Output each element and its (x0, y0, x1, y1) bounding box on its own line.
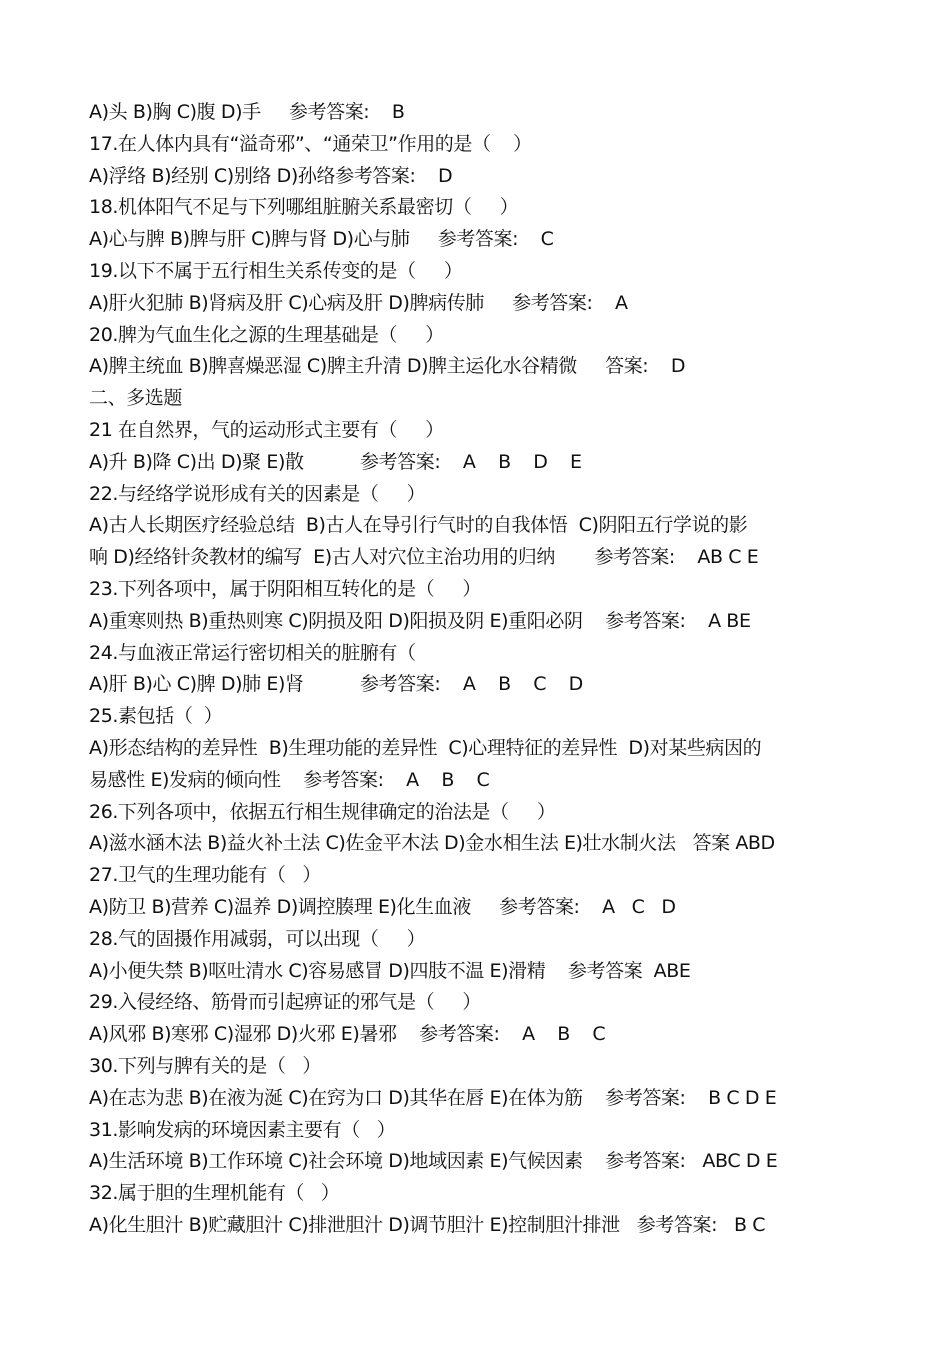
text-line: 26.下列各项中，依据五行相生规律确定的治法是（ ） (89, 800, 556, 823)
text-line: 30.下列与脾有关的是（ ） (89, 1054, 321, 1077)
text-line: 31.影响发病的环境因素主要有（ ） (89, 1118, 396, 1141)
text-line: 21 在自然界，气的运动形式主要有（ ） (89, 418, 444, 441)
text-line: 29.入侵经络、筋骨而引起痹证的邪气是（ ） (89, 991, 482, 1014)
text-line: A)化生胆汁 B)贮藏胆汁 C)排泄胆汁 D)调节胆汁 E)控制胆汁排泄 参考答案: B C (89, 1213, 766, 1236)
text-line: 25.素包括（ ） (89, 705, 223, 728)
text-line: A)浮络 B)经别 C)别络 D)孙络参考答案: D (89, 164, 453, 187)
question-list (89, 97, 879, 1242)
text-line: A)重寒则热 B)重热则寒 C)阴损及阳 D)阳损及阴 E)重阳必阴 参考答案: A BE (89, 609, 751, 632)
text-line: 28.气的固摄作用减弱，可以出现（ ） (89, 927, 426, 950)
text-line: A)小便失禁 B)呕吐清水 C)容易感冒 D)四肢不温 E)滑精 参考答案 ABE (89, 959, 691, 982)
text-line: 20.脾为气血生化之源的生理基础是（ ） (89, 323, 444, 346)
text-line: A)脾主统血 B)脾喜燥恶湿 C)脾主升清 D)脾主运化水谷精微 答案: D (89, 355, 686, 378)
text-line: 22.与经络学说形成有关的因素是（ ） (89, 482, 426, 505)
text-line: A)形态结构的差异性 B)生理功能的差异性 C)心理特征的差异性 D)对某些病因的 (89, 736, 762, 759)
text-line: A)生活环境 B)工作环境 C)社会环境 D)地域因素 E)气候因素 参考答案: ABC D E (89, 1150, 778, 1173)
text-line: A)防卫 B)营养 C)温养 D)调控腠理 E)化生血液 参考答案: A C D (89, 895, 676, 918)
text-line: A)在志为悲 B)在液为涎 C)在窍为口 D)其华在唇 E)在体为筋 参考答案: B C D E (89, 1086, 777, 1109)
text-line: A)肝火犯肺 B)肾病及肝 C)心病及肝 D)脾病传肺 参考答案: A (89, 291, 628, 314)
text-line: A)心与脾 B)脾与肝 C)脾与肾 D)心与肺 参考答案: C (89, 228, 554, 251)
text-line: A)古人长期医疗经验总结 B)古人在导引行气时的自我体悟 C)阴阳五行学说的影 (89, 514, 748, 537)
text-line: A)肝 B)心 C)脾 D)肺 E)肾 参考答案: A B C D (89, 673, 583, 696)
text-line: A)风邪 B)寒邪 C)湿邪 D)火邪 E)暑邪 参考答案: A B C (89, 1023, 606, 1046)
text-line: 23.下列各项中，属于阴阳相互转化的是（ ） (89, 577, 482, 600)
text-line: 18.机体阳气不足与下列哪组脏腑关系最密切（ ） (89, 196, 519, 219)
section-heading: 二、多选题 (89, 387, 183, 410)
text-line: 易感性 E)发病的倾向性 参考答案: A B C (89, 768, 490, 791)
text-line: 27.卫气的生理功能有（ ） (89, 864, 321, 887)
text-line: A)滋水涵木法 B)益火补土法 C)佐金平木法 D)金水相生法 E)壮水制火法 答案 ABD (89, 832, 775, 855)
text-line: A)头 B)胸 C)腹 D)手 参考答案: B (89, 101, 405, 123)
text-line: 19.以下不属于五行相生关系传变的是（ ） (89, 259, 463, 282)
text-line: 32.属于胆的生理机能有（ ） (89, 1182, 340, 1205)
text-line: 响 D)经络针灸教材的编写 E)古人对穴位主治功用的归纳 参考答案: AB C E (89, 546, 759, 569)
text-line: 17.在人体内具有“溢奇邪”、“通荣卫”作用的是（ ） (89, 132, 532, 155)
text-line: 24.与血液正常运行密切相关的脏腑有（ (89, 641, 416, 664)
text-line: A)升 B)降 C)出 D)聚 E)散 参考答案: A B D E (89, 450, 582, 473)
